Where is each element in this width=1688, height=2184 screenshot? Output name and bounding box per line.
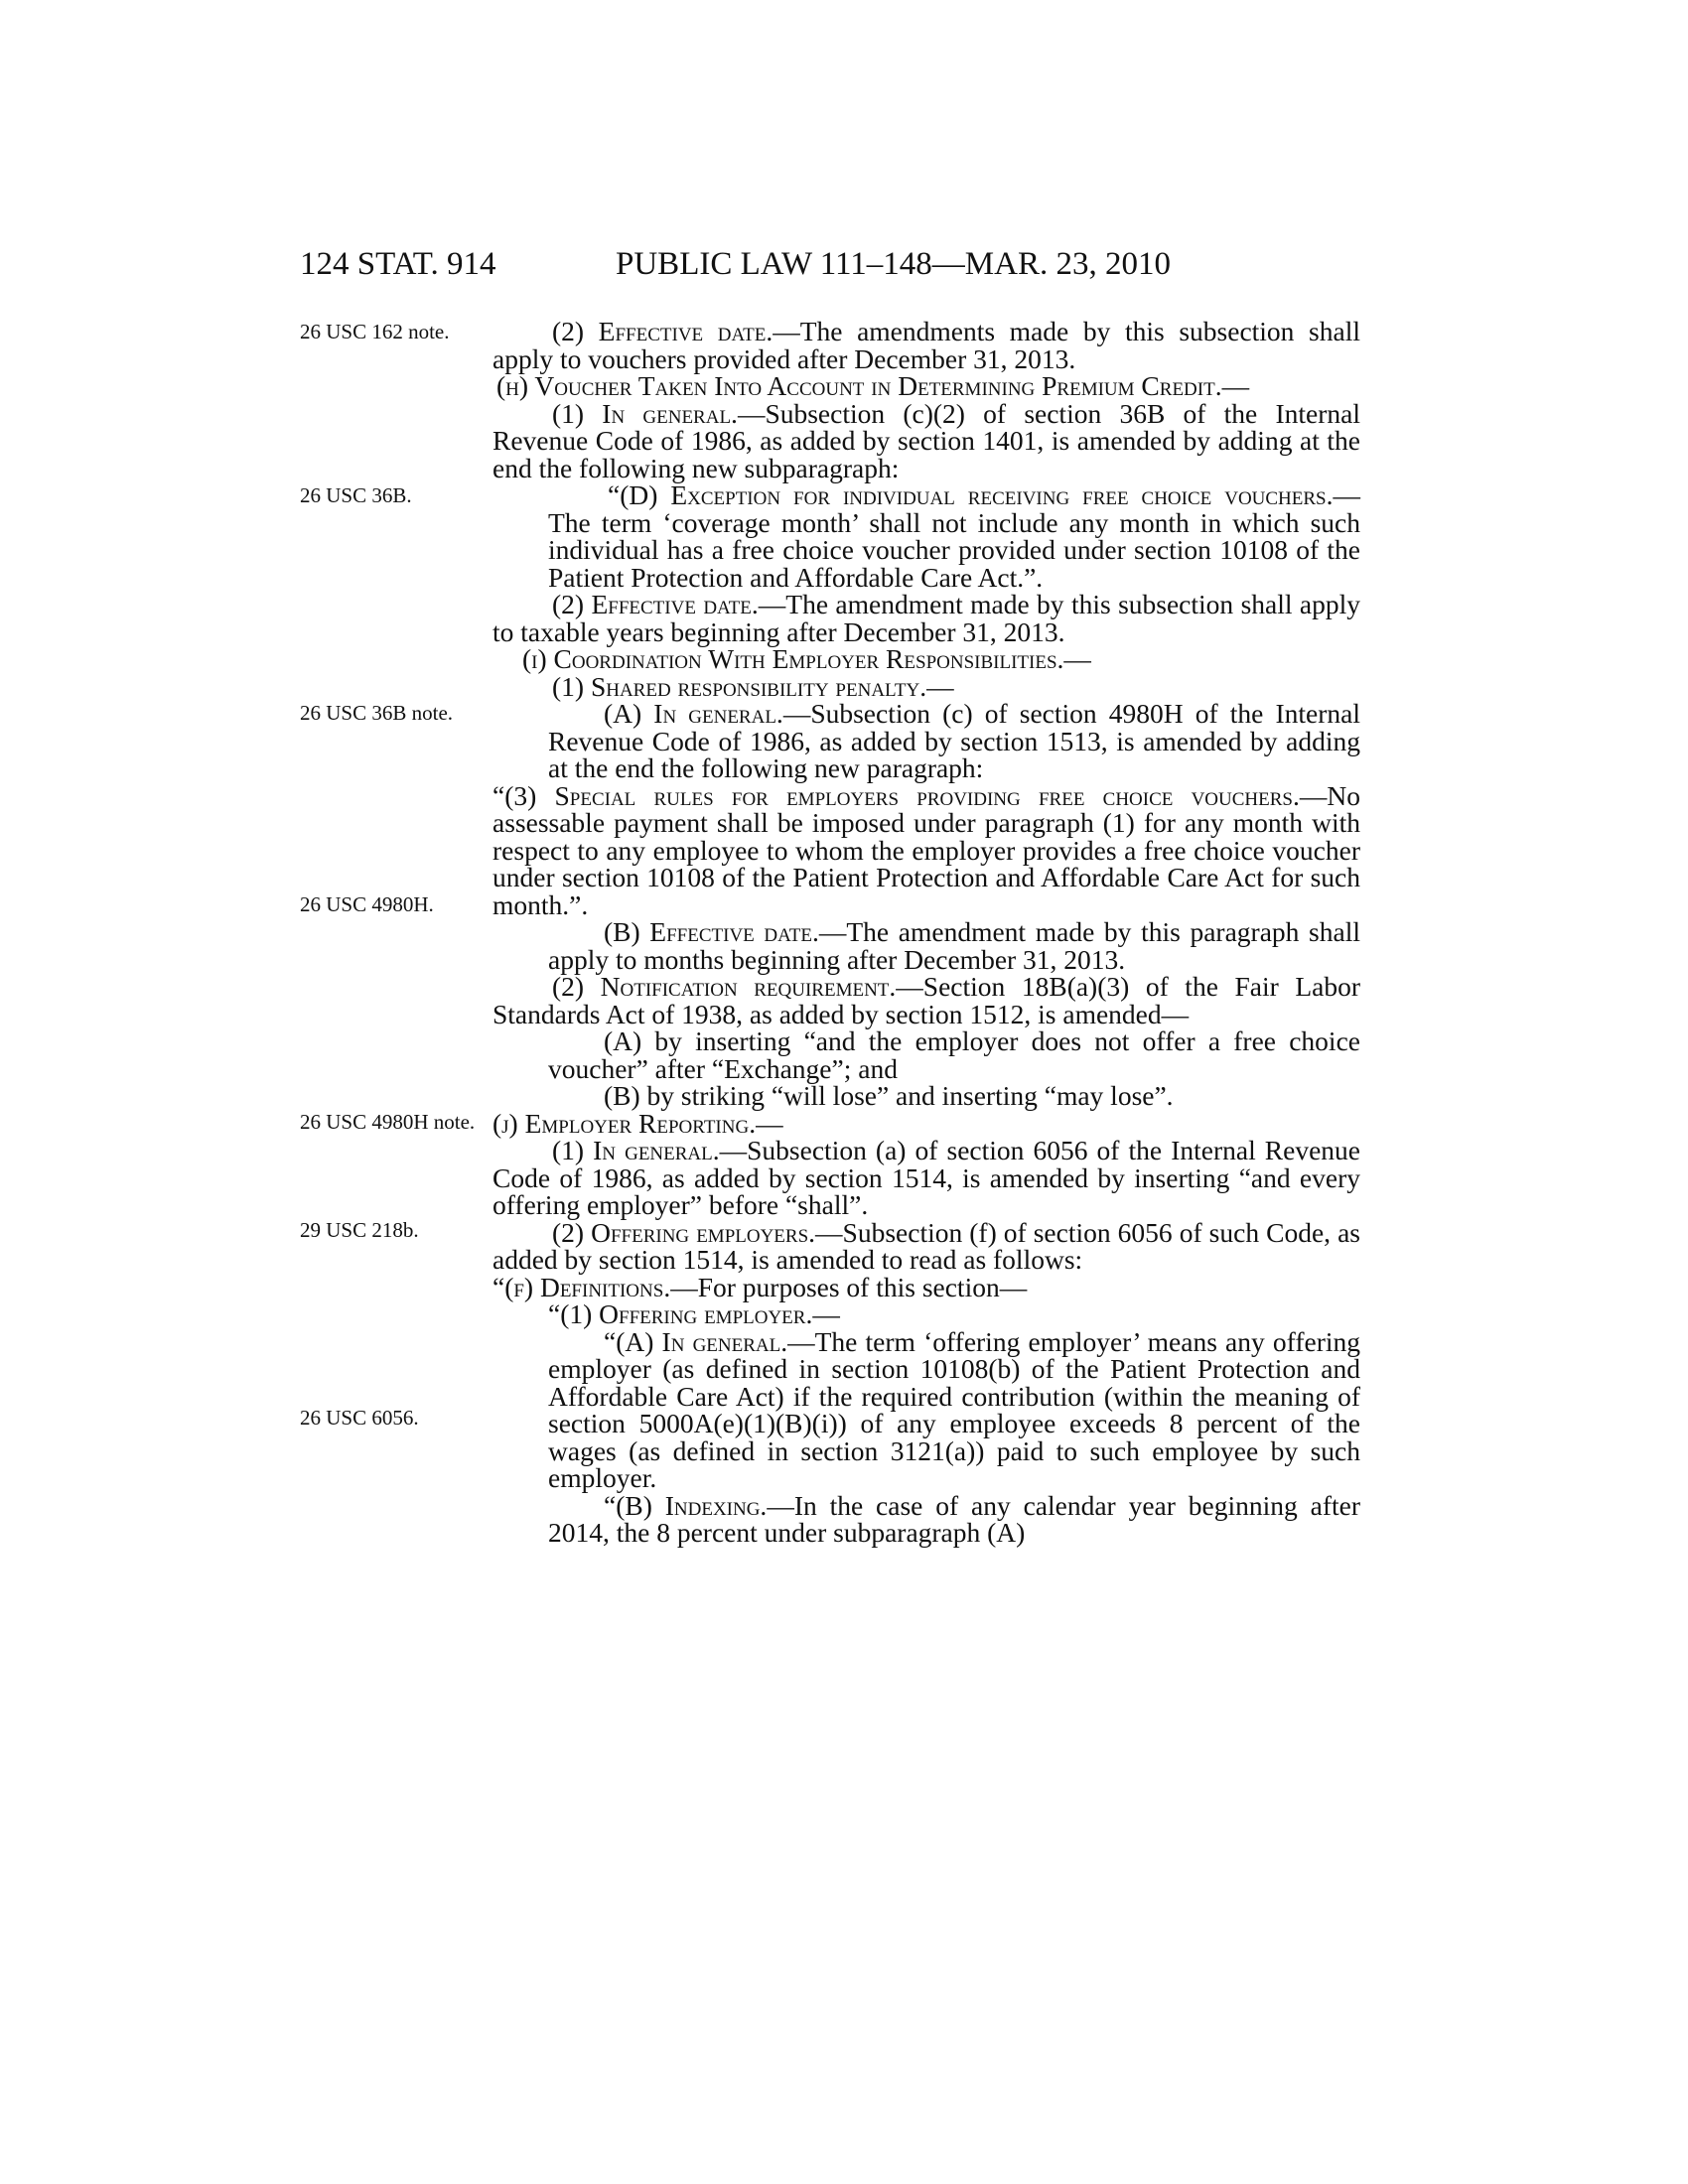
- statute-body: [492, 318, 1360, 1547]
- paragraph-heading: (2) Effective date.: [552, 316, 774, 346]
- paragraph: [492, 318, 1360, 372]
- paragraph: [492, 1325, 1360, 1493]
- paragraph-heading: (h) Voucher Taken Into Account in Determining Premium Credit.: [496, 370, 1222, 401]
- paragraph-heading: (j) Employer Reporting.: [492, 1107, 757, 1139]
- paragraph-text: —: [926, 670, 954, 702]
- margin-note: 26 USC 6056.: [300, 1406, 419, 1430]
- paragraph-text: (B) by striking “will lose” and inserting “may lose”.: [604, 1080, 1174, 1111]
- paragraph-text: —: [1063, 643, 1091, 674]
- paragraph: [492, 1137, 1360, 1219]
- paragraph-heading: “(A) In general.: [604, 1325, 788, 1357]
- paragraph-text: —Section 18B(a)(3) of the Fair Labor Standards Act of 1938, as added by section 1512, is amended—: [492, 971, 1360, 1029]
- margin-note: 26 USC 36B note.: [300, 701, 454, 725]
- paragraph-heading: (2) Notification requirement.: [552, 971, 897, 1002]
- margin-note: 29 USC 218b.: [300, 1218, 419, 1242]
- paragraph-heading: (i) Coordination With Employer Responsibilities.: [522, 643, 1064, 674]
- paragraph: [492, 1082, 1360, 1110]
- paragraph-heading: (1) Shared responsibility penalty.: [552, 670, 927, 702]
- paragraph-text: (A) by inserting “and the employer does not offer a free choice voucher” after “Exchange”; and: [548, 1025, 1360, 1084]
- paragraph-text: —The amendment made by this subsection shall apply to taxable years beginning after December 31, 2013.: [492, 589, 1360, 647]
- paragraph-text: —: [812, 1298, 840, 1329]
- paragraph-heading: (1) In general.: [552, 397, 738, 429]
- margin-note: 26 USC 36B.: [300, 483, 412, 507]
- paragraph-heading: “(f) Definitions.: [492, 1271, 671, 1302]
- paragraph: [492, 397, 1360, 483]
- paragraph-heading: (A) In general.: [604, 698, 783, 729]
- paragraph-heading: “(1) Offering employer.: [548, 1298, 813, 1329]
- paragraph-text: —Subsection (c) of section 4980H of the Internal Revenue Code of 1986, as added by section 1513, is amended by adding at the end the following new paragraph:: [548, 698, 1360, 783]
- paragraph: [492, 1271, 1360, 1302]
- paragraph: [492, 918, 1360, 973]
- paragraph-text: —The amendment made by this paragraph shall apply to months beginning after December 31, 2013.: [548, 916, 1360, 975]
- paragraph: [492, 779, 1360, 920]
- paragraph-text: —For purposes of this section—: [670, 1271, 1028, 1302]
- paragraph-text: —The term ‘coverage month’ shall not include any month in which such individual has a free choice voucher provided under section 10108 of the Patient Protection and Affordable Care Act.”.: [548, 479, 1360, 593]
- margin-note: 26 USC 4980H.: [300, 892, 434, 916]
- paragraph-heading: (2) Offering employers.: [552, 1216, 816, 1248]
- paragraph-text: —No assessable payment shall be imposed under paragraph (1) for any month with respect to any employee to whom the employer provides a free choice voucher under section 10108 of the Patient Protection and Affordable Care Act for such month.”.: [492, 779, 1360, 920]
- paragraph-heading: (B) Effective date.: [604, 916, 819, 947]
- paragraph: [492, 700, 1360, 782]
- paragraph-text: —In the case of any calendar year beginning after 2014, the 8 percent under subparagraph (A): [548, 1489, 1361, 1548]
- paragraph-text: —: [756, 1107, 783, 1139]
- paragraph: [492, 645, 1360, 673]
- paragraph-text: —: [1221, 370, 1250, 401]
- paragraph: [492, 973, 1360, 1027]
- paragraph: [492, 591, 1360, 645]
- paragraph: [492, 1216, 1360, 1275]
- paragraph: [492, 372, 1360, 400]
- paragraph-text: —The amendments made by this subsection shall apply to vouchers provided after December 31, 2013.: [492, 316, 1360, 374]
- paragraph-text: —Subsection (f) of section 6056 of such Code, as added by section 1514, is amended to read as follows:: [492, 1216, 1360, 1275]
- paragraph-heading: “(D) Exception for individual receiving free choice vouchers.: [608, 479, 1334, 510]
- paragraph: [492, 1300, 1360, 1328]
- paragraph: [492, 1107, 1360, 1139]
- page-title: PUBLIC LAW 111–148—MAR. 23, 2010: [616, 246, 1171, 282]
- stat-page-number: 124 STAT. 914: [300, 246, 496, 282]
- paragraph: [492, 481, 1360, 591]
- paragraph: [492, 670, 1360, 702]
- paragraph-heading: “(B) Indexing.: [604, 1489, 768, 1521]
- paragraph: [492, 1027, 1360, 1082]
- paragraph-heading: “(3) Special rules for employers providing free choice vouchers.: [492, 779, 1300, 811]
- paragraph: [492, 1489, 1361, 1548]
- margin-note: 26 USC 4980H note.: [300, 1110, 476, 1134]
- paragraph-text: —Subsection (c)(2) of section 36B of the Internal Revenue Code of 1986, as added by section 1401, is amended by adding at the end the following new subparagraph:: [492, 397, 1360, 483]
- paragraph-text: —Subsection (a) of section 6056 of the Internal Revenue Code of 1986, as added by section 1514, is amended by inserting “and every offering employer” before “shall”.: [492, 1135, 1360, 1220]
- paragraph-heading: (2) Effective date.: [552, 589, 759, 619]
- paragraph-text: —The term ‘offering employer’ means any offering employer (as defined in section 10108(b) of the Patient Protection and Affordable Care Act) if the required contribution (within the meaning of section 5000A(e)(1)(B)(i)) of any employee exceeds 8 percent of the wages (as defined in section 3121(a)) paid to such employee by such employer.: [548, 1325, 1360, 1493]
- margin-note: 26 USC 162 note.: [300, 320, 450, 343]
- paragraph-heading: (1) In general.: [552, 1135, 720, 1165]
